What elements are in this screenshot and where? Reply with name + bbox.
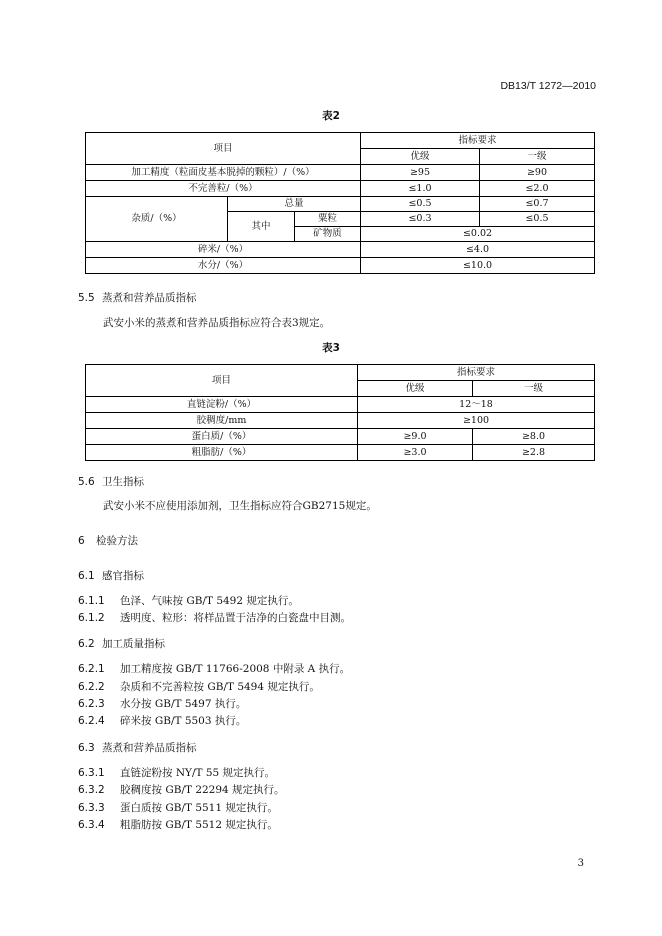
table2-row-label: 其中 <box>228 212 295 242</box>
table2-row-label: 不完善粒/（%） <box>86 181 361 197</box>
clause-6-2-4: 6.2.4 碎米按 GB/T 5503 执行。 <box>78 715 247 727</box>
table3-row-label: 蛋白质/（%） <box>86 429 358 445</box>
table2-row-label: 杂质/（%） <box>86 197 228 242</box>
table3-cell: ≥8.0 <box>473 429 595 445</box>
table3-cell: ≥2.8 <box>473 445 595 461</box>
section-5-6-heading: 5.6 卫生指标 <box>78 476 144 488</box>
table2-cell: ≤0.5 <box>361 197 480 212</box>
table2-header-grade2: 一级 <box>480 149 595 165</box>
table3-cell: ≥9.0 <box>358 429 473 445</box>
table2-cell: ≤10.0 <box>361 258 595 274</box>
table2-row-label: 总量 <box>228 197 361 212</box>
table3-header-grade2: 一级 <box>473 381 595 397</box>
section-6-2-heading: 6.2 加工质量指标 <box>78 638 165 650</box>
table2-row-label: 加工精度（粒面皮基本脱掉的颗粒）/（%） <box>86 165 361 181</box>
section-5-5-heading: 5.5 蒸煮和营养品质指标 <box>78 292 197 304</box>
section-5-5-text: 武安小米的蒸煮和营养品质指标应符合表3规定。 <box>103 317 331 329</box>
table3-header-requirement: 指标要求 <box>358 365 595 381</box>
clause-6-3-4: 6.3.4 粗脂肪按 GB/T 5512 规定执行。 <box>78 819 278 831</box>
section-6-heading: 6 检验方法 <box>78 535 138 547</box>
clause-6-2-3: 6.2.3 水分按 GB/T 5497 执行。 <box>78 698 247 710</box>
table2-cell: ≤0.3 <box>361 212 480 227</box>
clause-6-3-3: 6.3.3 蛋白质按 GB/T 5511 规定执行。 <box>78 802 278 814</box>
section-6-3-heading: 6.3 蒸煮和营养品质指标 <box>78 742 197 754</box>
table2-row-label: 碎米/（%） <box>86 242 361 258</box>
table3-header-item: 项目 <box>86 365 358 397</box>
clause-6-2-1: 6.2.1 加工精度按 GB/T 11766-2008 中附录 A 执行。 <box>78 663 351 675</box>
table3 <box>85 364 595 461</box>
table3-row-label: 直链淀粉/（%） <box>86 397 358 413</box>
table2-header-requirement: 指标要求 <box>361 133 595 149</box>
clause-6-3-1: 6.3.1 直链淀粉按 NY/T 55 规定执行。 <box>78 767 276 779</box>
table2-row-label: 水分/（%） <box>86 258 361 274</box>
clause-6-3-2: 6.3.2 胶稠度按 GB/T 22294 规定执行。 <box>78 784 285 796</box>
table2-cell: ≤0.7 <box>480 197 595 212</box>
document-code-header: DB13/T 1272—2010 <box>500 80 596 92</box>
table3-row-label: 胶稠度/mm <box>86 413 358 429</box>
page-number: 3 <box>577 858 584 869</box>
table2-cell: ≤2.0 <box>480 181 595 197</box>
section-5-6-text: 武安小米不应使用添加剂，卫生指标应符合GB2715规定。 <box>103 500 377 512</box>
table2 <box>85 132 595 274</box>
clause-6-1-2: 6.1.2 透明度、粒形：将样品置于洁净的白瓷盘中目测。 <box>78 612 351 624</box>
table2-cell: ≤1.0 <box>361 181 480 197</box>
table3-cell: 12～18 <box>358 397 595 413</box>
table3-row-label: 粗脂肪/（%） <box>86 445 358 461</box>
table3-caption: 表3 <box>322 342 340 354</box>
table3-cell: ≥3.0 <box>358 445 473 461</box>
table2-header-grade1: 优级 <box>361 149 480 165</box>
clause-6-1-1: 6.1.1 色泽、气味按 GB/T 5492 规定执行。 <box>78 595 299 607</box>
table2-row-label: 粟粒 <box>295 212 361 227</box>
table2-caption: 表2 <box>322 110 340 122</box>
clause-6-2-2: 6.2.2 杂质和不完善粒按 GB/T 5494 规定执行。 <box>78 681 320 693</box>
table2-row-label: 矿物质 <box>295 227 361 242</box>
section-6-1-heading: 6.1 感官指标 <box>78 570 144 582</box>
table2-cell: ≤0.5 <box>480 212 595 227</box>
table2-cell: ≤0.02 <box>361 227 595 242</box>
table2-cell: ≤4.0 <box>361 242 595 258</box>
table3-cell: ≥100 <box>358 413 595 429</box>
table3-header-grade1: 优级 <box>358 381 473 397</box>
table2-cell: ≥95 <box>361 165 480 181</box>
table2-header-item: 项目 <box>86 133 361 165</box>
table2-cell: ≥90 <box>480 165 595 181</box>
